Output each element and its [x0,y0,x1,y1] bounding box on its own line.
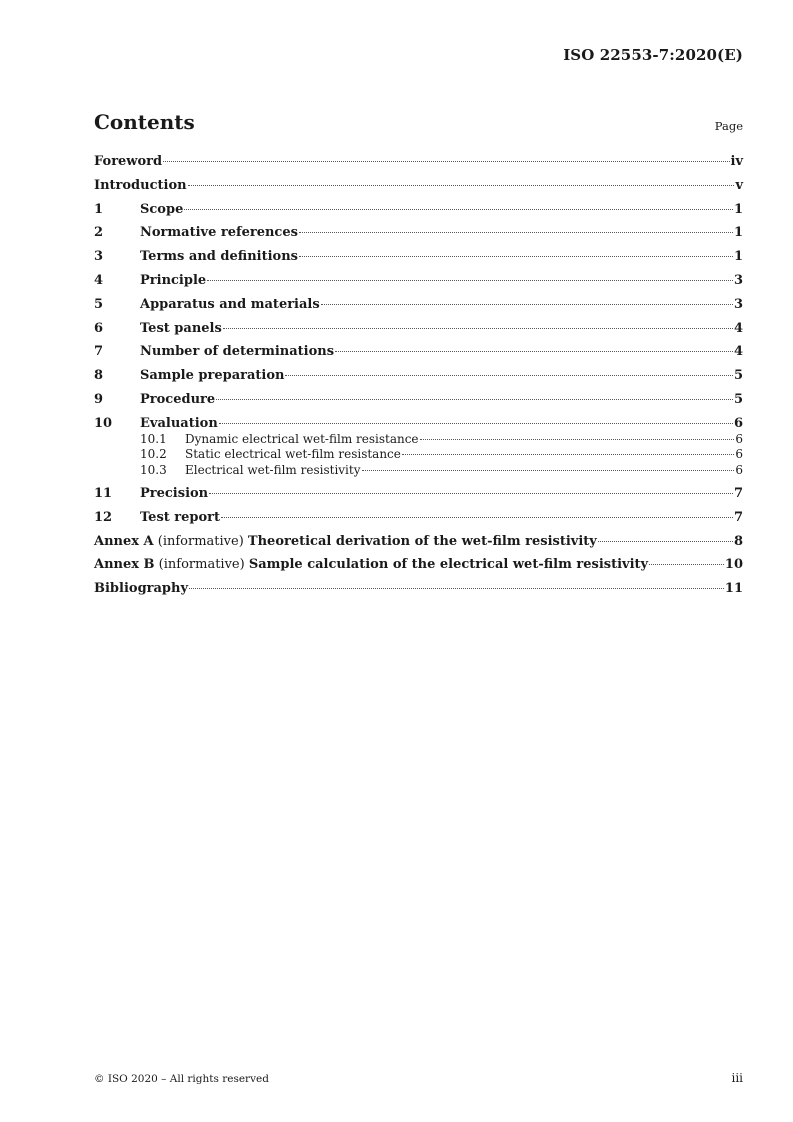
toc-page-number: 8 [733,533,743,549]
toc-entry[interactable] [94,154,743,170]
toc-page-number: 1 [733,201,743,217]
toc-entry-label: Evaluation [140,415,218,431]
toc-page-number: 10 [724,557,743,573]
toc-page-number: iv [730,154,743,169]
toc-page-number: 6 [733,415,743,431]
toc-page-number: v [735,177,743,193]
toc-entry-number: 8 [94,368,104,384]
toc-page-number: 7 [733,486,743,502]
toc-entry-label: Test report [140,509,221,525]
toc-page-number: 4 [733,344,743,360]
toc-entry-label: Normative references [140,225,298,241]
toc-entry-number: 7 [94,344,104,360]
toc-entry-number: 10.2 [140,447,167,462]
dot-leader [649,564,724,565]
dot-leader [335,351,733,352]
dot-leader [219,423,733,424]
annex-label: Annex A [94,533,154,549]
toc-page-number: 1 [733,225,743,241]
toc-entry-label [94,534,597,550]
toc-page-number: 1 [733,249,743,265]
toc-subentry[interactable] [94,447,743,463]
toc-entry-label: Dynamic electrical wet-film resistance [185,431,419,446]
dot-leader [188,185,735,186]
toc-page-number: 6 [735,447,743,462]
toc-page-number: 11 [724,581,743,597]
toc-entry-label: Terms and definitions [140,249,298,265]
page-number: iii [731,1071,743,1085]
page-column-label: Page [714,119,743,133]
toc-entry-label: Introduction [94,177,187,193]
toc-entry-label: Procedure [140,391,216,407]
toc-entry[interactable] [94,249,743,265]
dot-leader [207,280,733,281]
toc-subentry[interactable] [94,463,743,479]
toc-entry-number: 10.3 [140,462,167,477]
toc-entry-number: 9 [94,391,104,407]
toc-entry-number: 10 [94,415,113,431]
toc-entry-number: 6 [94,320,104,336]
toc-entry[interactable] [94,297,743,313]
toc-entry[interactable] [94,202,743,218]
dot-leader [598,541,733,542]
toc-entry-label: Bibliography [94,581,189,597]
toc-entry-label: Precision [140,486,209,502]
document-id: ISO 22553-7:2020(E) [563,46,743,64]
dot-leader [362,470,735,471]
toc-entry-number: 3 [94,249,104,265]
toc-page-number: 6 [735,462,743,477]
toc-entry-label: Scope [140,201,184,217]
dot-leader [221,517,733,518]
toc-entry[interactable] [94,557,743,573]
toc-entry-label: Foreword [94,154,163,169]
toc-entry[interactable] [94,225,743,241]
toc-page-number: 7 [733,509,743,525]
toc-entry-number: 10.1 [140,431,167,446]
toc-entry-label: Test panels [140,320,222,336]
toc-entry-number: 4 [94,272,104,288]
dot-leader [285,375,732,376]
toc-entry-label: Principle [140,272,207,288]
toc-entry-label: Static electrical wet-film resistance [185,447,401,462]
toc-entry[interactable] [94,510,743,526]
toc-entry-number: 1 [94,201,104,217]
toc-entry-number: 11 [94,486,113,502]
toc-entry[interactable] [94,486,743,502]
toc-page-number: 5 [733,368,743,384]
toc-entry[interactable] [94,321,743,337]
dot-leader [402,454,734,455]
toc-entry[interactable] [94,416,743,432]
toc-page-number: 5 [733,391,743,407]
toc-entry[interactable] [94,368,743,384]
dot-leader [184,209,733,210]
dot-leader [420,439,735,440]
dot-leader [223,328,733,329]
toc-entry-label: Electrical wet-film resistivity [185,462,361,477]
toc-entry[interactable] [94,534,743,550]
annex-title: Sample calculation of the electrical wet-film resistivity [248,557,649,573]
toc-subentry[interactable] [94,432,743,448]
toc-entry-number: 5 [94,296,104,312]
dot-leader [216,399,733,400]
annex-title: Theoretical derivation of the wet-film resistivity [247,533,597,549]
toc-entry[interactable] [94,273,743,289]
annex-label: Annex B [94,557,155,573]
dot-leader [299,256,733,257]
dot-leader [189,588,724,589]
toc-page-number: 3 [733,272,743,288]
dot-leader [299,232,733,233]
dot-leader [321,304,733,305]
toc-page-number: 4 [733,320,743,336]
toc-entry[interactable] [94,581,743,597]
contents-heading-row [94,110,743,140]
dot-leader [163,161,729,162]
toc-entry[interactable] [94,344,743,360]
table-of-contents [94,154,743,597]
page-title: Contents [94,110,195,134]
toc-page-number: 3 [733,296,743,312]
toc-page-number: 6 [735,431,743,446]
toc-entry-label: Sample preparation [140,368,285,384]
toc-entry[interactable] [94,178,743,194]
toc-entry-number: 12 [94,509,113,525]
toc-entry[interactable] [94,392,743,408]
toc-entry-label: Apparatus and materials [140,296,320,312]
toc-entry-label [94,557,648,573]
toc-entry-number: 2 [94,225,104,241]
toc-entry-label: Number of determinations [140,344,335,360]
annex-type-note: (informative) [154,557,249,573]
annex-type-note: (informative) [153,533,248,549]
copyright-notice: © ISO 2020 – All rights reserved [94,1073,269,1085]
dot-leader [209,493,733,494]
